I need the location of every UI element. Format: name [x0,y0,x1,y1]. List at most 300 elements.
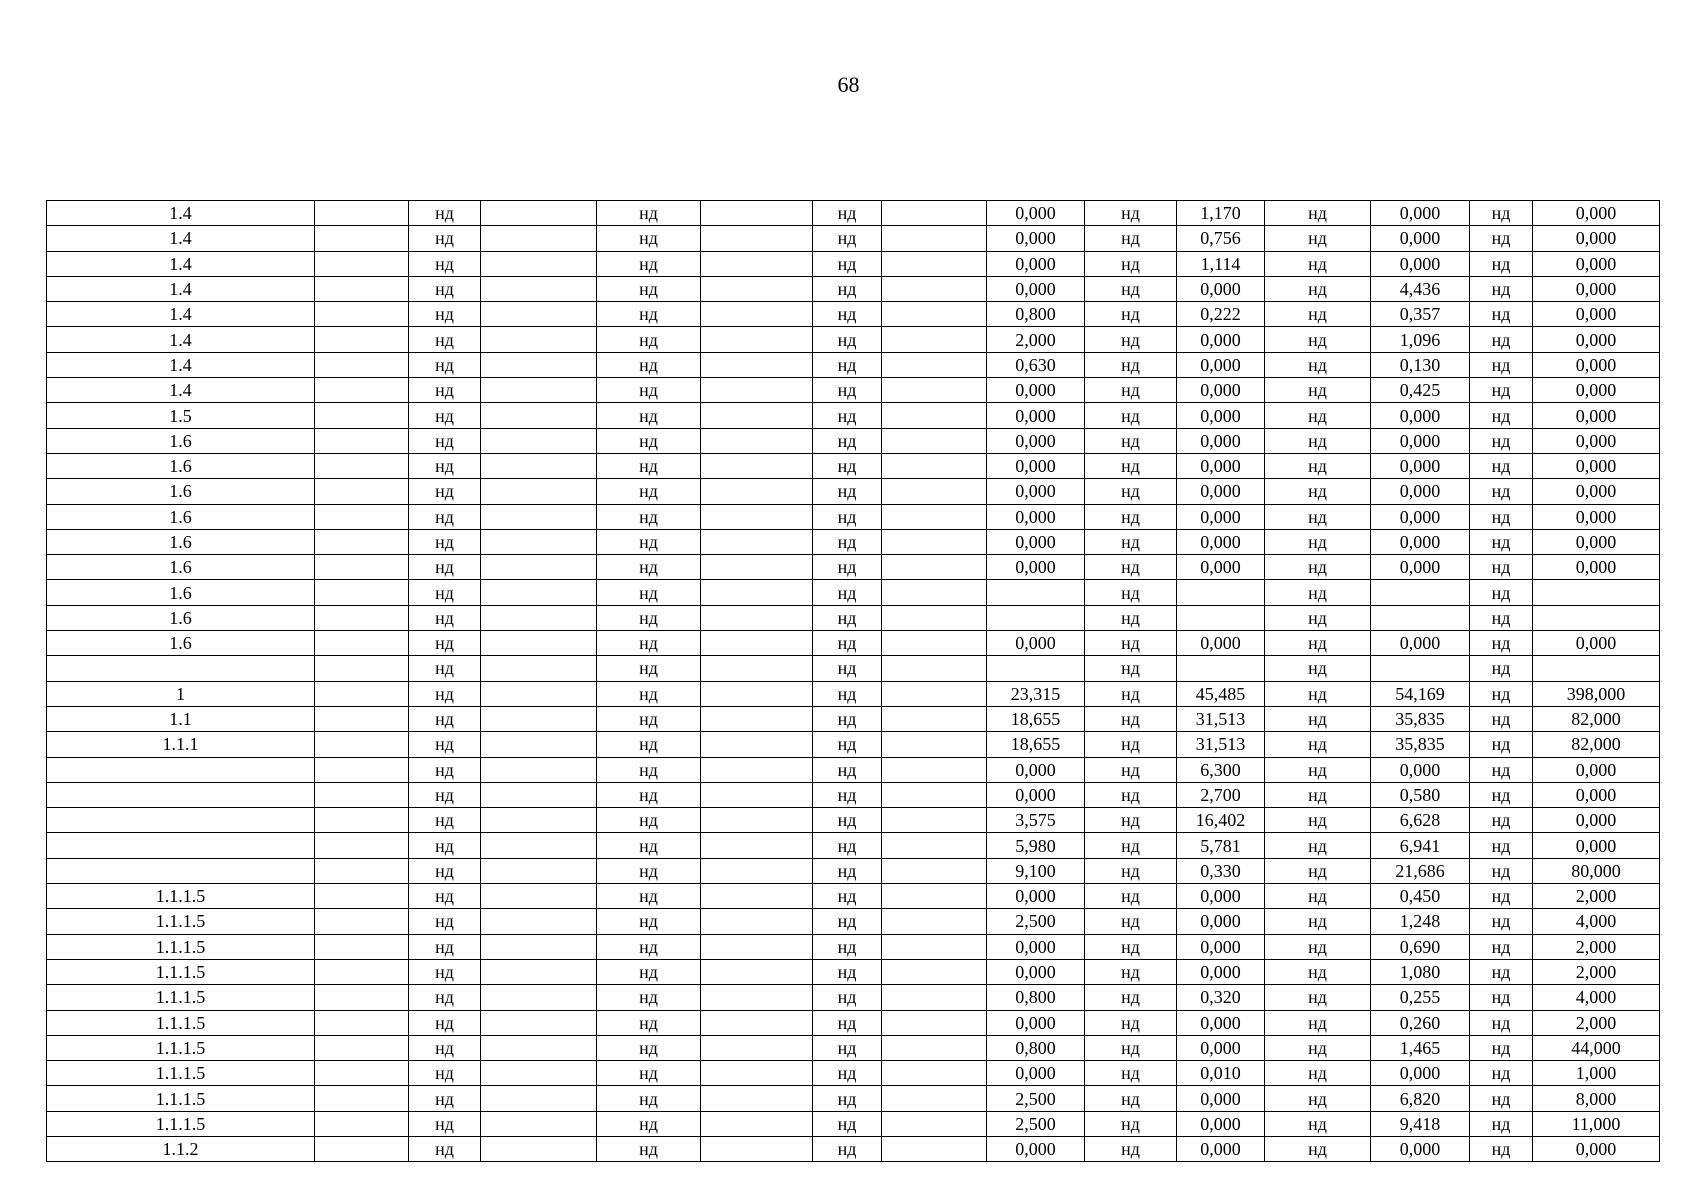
table-cell: 80,000 [1533,858,1660,883]
table-cell [882,504,987,529]
table-cell: нд [1470,555,1533,580]
table-cell [882,985,987,1010]
table-cell: 0,000 [1177,479,1265,504]
table-cell: нд [597,909,701,934]
table-cell [481,808,597,833]
table-cell: нд [409,1061,481,1086]
table-cell: нд [1085,909,1177,934]
table-row [47,782,1660,807]
table-cell: нд [597,858,701,883]
table-cell: нд [1470,352,1533,377]
table-cell: 0,000 [1177,884,1265,909]
table-cell [882,884,987,909]
table-cell [701,276,813,301]
table-cell: нд [1470,605,1533,630]
table-cell [701,732,813,757]
table-cell: нд [1470,327,1533,352]
table-cell [315,985,409,1010]
table-cell: 1.1.1.5 [47,959,315,984]
table-cell [701,580,813,605]
table-cell: 0,000 [987,251,1085,276]
table-cell: нд [597,251,701,276]
table-cell [315,706,409,731]
table-cell [315,934,409,959]
table-cell: 1.1.1.5 [47,1035,315,1060]
table-cell: нд [1470,479,1533,504]
table-cell: нд [813,428,882,453]
table-cell [481,251,597,276]
table-row [47,453,1660,478]
table-cell: нд [409,555,481,580]
table-cell: 0,000 [1533,782,1660,807]
table-cell: 2,000 [1533,1010,1660,1035]
table-cell [882,1061,987,1086]
table-cell: 0,000 [1371,201,1470,226]
table-cell: нд [1085,732,1177,757]
table-cell: 1.1.1.5 [47,909,315,934]
table-cell: нд [1085,985,1177,1010]
table-row [47,327,1660,352]
table-cell: нд [1265,276,1371,301]
table-cell [315,631,409,656]
table-cell: нд [813,757,882,782]
table-cell [315,302,409,327]
table-cell: нд [1265,428,1371,453]
table-cell [882,302,987,327]
table-cell: нд [597,1035,701,1060]
table-cell: 1.1.1.5 [47,1086,315,1111]
table-cell: 1 [47,681,315,706]
table-cell: нд [409,226,481,251]
table-cell: 0,580 [1371,782,1470,807]
table-cell: нд [597,605,701,630]
table-cell [315,1086,409,1111]
table-cell: 0,000 [1371,529,1470,554]
table-cell [481,302,597,327]
table-cell [987,656,1085,681]
table-cell [315,681,409,706]
table-cell: 1.6 [47,504,315,529]
table-cell: 0,000 [1371,631,1470,656]
table-row [47,1111,1660,1136]
table-cell [1177,605,1265,630]
table-cell [701,656,813,681]
table-cell: 2,500 [987,1086,1085,1111]
table-row [47,428,1660,453]
table-cell: 5,980 [987,833,1085,858]
table-cell: нд [597,403,701,428]
table-cell: 0,000 [1371,226,1470,251]
table-cell: нд [409,504,481,529]
table-cell: 0,000 [987,403,1085,428]
table-cell: нд [597,681,701,706]
table-cell: нд [1085,352,1177,377]
data-table [46,200,1660,1162]
table-cell: нд [813,1086,882,1111]
table-cell [481,504,597,529]
table-cell: нд [1265,378,1371,403]
table-row [47,833,1660,858]
table-row [47,681,1660,706]
table-cell: 1.1.1.5 [47,1061,315,1086]
table-cell: нд [813,959,882,984]
table-cell [481,884,597,909]
table-cell [47,782,315,807]
table-cell: нд [1085,201,1177,226]
table-cell: 0,000 [1177,453,1265,478]
table-cell: 0,000 [1371,479,1470,504]
table-cell [701,858,813,883]
table-cell [315,555,409,580]
table-cell: 0,222 [1177,302,1265,327]
table-cell [701,757,813,782]
table-cell [882,251,987,276]
table-cell: нд [1085,1035,1177,1060]
table-cell: 1.1.1 [47,732,315,757]
table-cell [701,378,813,403]
table-row [47,226,1660,251]
table-cell: нд [597,529,701,554]
table-cell: 0,000 [1533,428,1660,453]
table-cell [882,352,987,377]
table-cell: 0,130 [1371,352,1470,377]
table-cell: нд [1265,605,1371,630]
table-cell: нд [409,479,481,504]
table-row [47,1136,1660,1161]
table-cell: 0,000 [1533,327,1660,352]
table-cell: нд [1470,453,1533,478]
table-cell [315,1111,409,1136]
table-cell [701,1061,813,1086]
table-cell [481,428,597,453]
table-cell: нд [409,1035,481,1060]
table-row [47,808,1660,833]
table-cell: 0,000 [1371,403,1470,428]
table-row [47,251,1660,276]
table-cell: 23,315 [987,681,1085,706]
table-cell: 0,000 [1177,1086,1265,1111]
table-cell: нд [409,833,481,858]
table-cell: нд [813,884,882,909]
table-cell [481,1111,597,1136]
table-cell: нд [597,808,701,833]
table-cell [882,201,987,226]
table-cell: 9,100 [987,858,1085,883]
table-cell: 1.4 [47,201,315,226]
table-cell [701,1136,813,1161]
table-cell: 0,000 [1533,378,1660,403]
table-cell: нд [1265,631,1371,656]
table-cell: нд [1470,858,1533,883]
table-cell: нд [597,884,701,909]
table-cell: нд [1085,681,1177,706]
table-cell [701,605,813,630]
table-cell: 1.6 [47,453,315,478]
table-cell: нд [1470,1010,1533,1035]
table-cell: нд [597,631,701,656]
table-cell: нд [1470,580,1533,605]
table-row [47,605,1660,630]
table-cell: нд [1085,1136,1177,1161]
table-cell: 0,000 [1177,631,1265,656]
table-cell: 1.6 [47,580,315,605]
table-cell [701,985,813,1010]
table-cell: нд [597,276,701,301]
table-cell [315,226,409,251]
table-cell: нд [1470,1086,1533,1111]
table-row [47,985,1660,1010]
table-cell: 0,000 [1533,631,1660,656]
table-cell: нд [813,352,882,377]
table-cell: нд [409,276,481,301]
table-cell: нд [813,226,882,251]
table-row [47,580,1660,605]
table-cell: нд [813,1111,882,1136]
table-cell [315,605,409,630]
table-row [47,479,1660,504]
table-cell [882,706,987,731]
table-body [47,201,1660,1162]
table-cell [882,656,987,681]
table-row [47,631,1660,656]
table-cell: нд [1470,959,1533,984]
table-cell: нд [1470,276,1533,301]
table-cell [701,706,813,731]
table-cell: нд [1265,403,1371,428]
table-cell: 1.4 [47,276,315,301]
table-cell: нд [813,327,882,352]
table-cell: нд [1470,403,1533,428]
table-cell: нд [813,479,882,504]
table-cell [701,479,813,504]
table-cell: нд [409,959,481,984]
table-cell: 0,000 [1371,1061,1470,1086]
table-cell: нд [597,479,701,504]
table-cell: нд [1085,504,1177,529]
table-cell [1533,656,1660,681]
table-cell: нд [1470,529,1533,554]
table-cell: 6,628 [1371,808,1470,833]
table-cell: нд [813,605,882,630]
table-cell [701,909,813,934]
table-cell [882,1111,987,1136]
table-cell: нд [813,858,882,883]
table-cell: 0,260 [1371,1010,1470,1035]
table-cell [701,681,813,706]
table-cell: нд [597,757,701,782]
table-cell: 0,000 [987,201,1085,226]
table-cell: 1.1.1.5 [47,985,315,1010]
table-cell: 2,000 [1533,934,1660,959]
table-cell: нд [1265,226,1371,251]
table-cell [481,201,597,226]
table-cell [701,1086,813,1111]
table-cell [481,276,597,301]
table-cell: нд [1085,833,1177,858]
table-cell: 31,513 [1177,706,1265,731]
table-cell: 82,000 [1533,732,1660,757]
table-cell: 0,000 [1533,453,1660,478]
table-cell: 0,800 [987,302,1085,327]
table-cell: 0,000 [1533,504,1660,529]
table-cell: 0,357 [1371,302,1470,327]
table-cell: 0,000 [1177,276,1265,301]
table-cell [701,302,813,327]
table-cell [701,352,813,377]
table-cell: нд [813,706,882,731]
table-cell: 1.5 [47,403,315,428]
table-cell: 0,000 [1371,251,1470,276]
table-cell: нд [597,656,701,681]
table-cell [882,1086,987,1111]
table-cell [882,580,987,605]
table-cell: нд [813,529,882,554]
table-cell: нд [813,201,882,226]
table-cell: нд [409,605,481,630]
table-cell [481,453,597,478]
table-cell: 6,820 [1371,1086,1470,1111]
table-cell: нд [1085,1061,1177,1086]
table-cell: нд [1470,656,1533,681]
table-cell: нд [409,732,481,757]
table-cell: 0,000 [987,959,1085,984]
table-cell: 0,000 [1533,833,1660,858]
table-cell: нд [813,934,882,959]
table-cell: нд [1085,302,1177,327]
table-cell [315,884,409,909]
table-cell: нд [597,1136,701,1161]
table-cell: нд [1085,959,1177,984]
table-cell: 44,000 [1533,1035,1660,1060]
table-cell: 5,781 [1177,833,1265,858]
table-cell: 0,000 [1177,1010,1265,1035]
table-row [47,302,1660,327]
table-cell: нд [1470,378,1533,403]
table-cell: нд [1265,1010,1371,1035]
table-cell: нд [409,757,481,782]
table-cell: нд [1085,808,1177,833]
table-cell: нд [597,201,701,226]
table-cell: 0,000 [1177,378,1265,403]
table-cell: нд [1085,453,1177,478]
table-cell: 4,000 [1533,985,1660,1010]
table-cell: нд [409,1136,481,1161]
table-cell [701,833,813,858]
table-cell: 0,630 [987,352,1085,377]
table-cell: нд [813,302,882,327]
table-cell [481,706,597,731]
table-cell: 35,835 [1371,706,1470,731]
table-cell: нд [813,580,882,605]
table-cell: нд [1470,226,1533,251]
table-cell: 0,000 [1177,352,1265,377]
table-cell: нд [409,681,481,706]
table-cell [481,732,597,757]
table-cell [1533,605,1660,630]
table-cell [315,403,409,428]
table-cell: нд [597,453,701,478]
table-cell: 1.1 [47,706,315,731]
table-cell [481,378,597,403]
table-cell: 1.1.1.5 [47,884,315,909]
table-cell: нд [1265,580,1371,605]
table-cell: нд [1085,656,1177,681]
table-cell [481,352,597,377]
table-cell: 4,436 [1371,276,1470,301]
table-cell: 0,000 [1177,1111,1265,1136]
table-cell [315,808,409,833]
table-cell: нд [1470,1061,1533,1086]
table-cell: нд [409,453,481,478]
table-cell [701,1010,813,1035]
table-cell: нд [1265,302,1371,327]
table-cell: нд [409,352,481,377]
table-cell: 1.4 [47,302,315,327]
table-cell [701,327,813,352]
table-cell [882,833,987,858]
table-cell [1533,580,1660,605]
table-cell [315,1010,409,1035]
table-cell [882,403,987,428]
table-cell: 0,425 [1371,378,1470,403]
table-cell: нд [597,959,701,984]
table-cell: нд [1470,201,1533,226]
table-cell: нд [1085,706,1177,731]
table-row [47,706,1660,731]
table-cell [47,808,315,833]
table-cell [481,934,597,959]
table-cell [701,201,813,226]
table-cell [882,934,987,959]
table-cell [701,1111,813,1136]
table-cell: нд [813,631,882,656]
table-cell: 1.1.1.5 [47,934,315,959]
table-cell: нд [1265,959,1371,984]
table-cell: нд [813,909,882,934]
table-cell: нд [1470,985,1533,1010]
table-cell [315,732,409,757]
table-cell: нд [1265,529,1371,554]
table-cell: 0,000 [987,479,1085,504]
table-cell: 0,000 [1177,403,1265,428]
table-cell: нд [409,302,481,327]
table-row [47,555,1660,580]
table-cell: нд [1265,732,1371,757]
table-cell: нд [1085,782,1177,807]
table-cell: нд [1265,352,1371,377]
table-cell: 1,114 [1177,251,1265,276]
table-cell: нд [813,1035,882,1060]
table-cell: 1.1.1.5 [47,1010,315,1035]
table-cell [882,276,987,301]
table-cell: 0,000 [1533,757,1660,782]
table-cell: нд [1265,504,1371,529]
table-cell [481,1136,597,1161]
table-row [47,1061,1660,1086]
table-cell: 0,000 [987,453,1085,478]
table-cell: нд [597,934,701,959]
table-row [47,529,1660,554]
table-cell [882,959,987,984]
table-cell: нд [409,884,481,909]
table-cell: нд [597,555,701,580]
table-cell: нд [813,453,882,478]
table-cell: нд [1470,782,1533,807]
table-cell: 0,756 [1177,226,1265,251]
table-cell: нд [1265,1035,1371,1060]
table-cell [1177,580,1265,605]
table-cell: нд [1470,1035,1533,1060]
